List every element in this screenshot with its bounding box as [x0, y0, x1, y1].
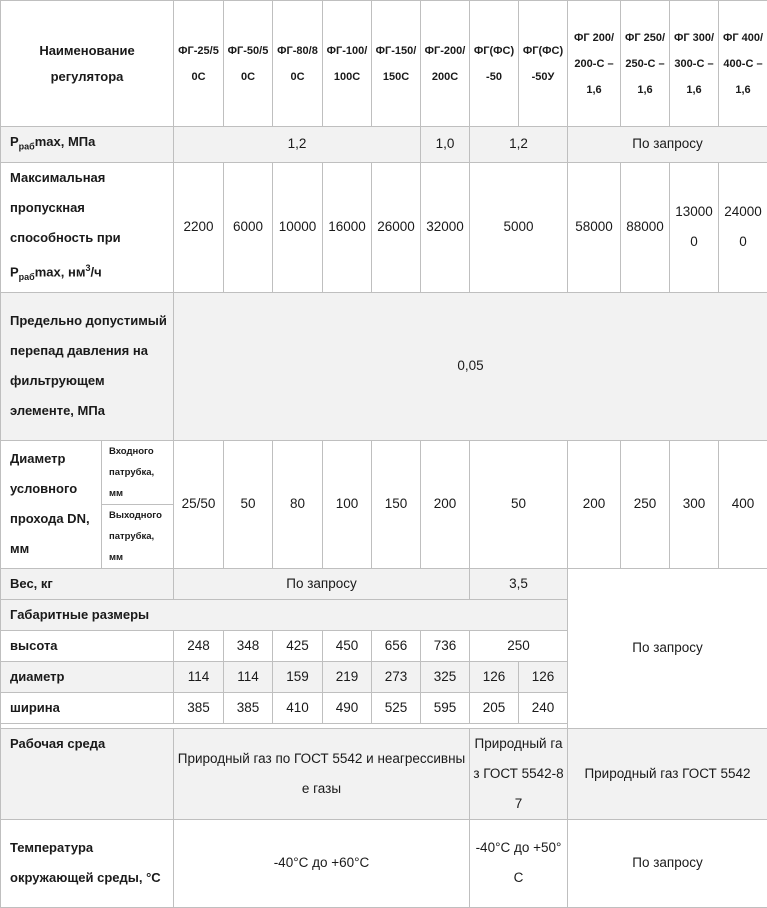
width-value: 595	[421, 692, 470, 723]
inlet-label: Входного патрубка, мм	[102, 440, 174, 504]
capacity-value: 240000	[719, 162, 767, 292]
width-value: 525	[372, 692, 421, 723]
model-header: ФГ-200/200С	[421, 1, 470, 127]
diameter-value: 200	[421, 440, 470, 568]
width-label: ширина	[1, 692, 174, 723]
height-value: 250	[470, 630, 568, 661]
pressure-value: 1,0	[421, 127, 470, 163]
width-value: 385	[224, 692, 273, 723]
capacity-value: 26000	[372, 162, 421, 292]
dim-diameter-value: 219	[323, 661, 372, 692]
diameter-value: 80	[273, 440, 323, 568]
model-header: ФГ 250/250-С – 1,6	[621, 1, 670, 127]
dim-diameter-value: 126	[470, 661, 519, 692]
diameter-value: 400	[719, 440, 767, 568]
temperature-value: -40°С до +60°С	[174, 819, 470, 907]
pressure-drop-value: 0,05	[174, 292, 767, 440]
weight-row	[1, 568, 767, 599]
dim-diameter-value: 126	[519, 661, 568, 692]
capacity-value: 130000	[670, 162, 719, 292]
dims-request-value: По запросу	[568, 568, 767, 728]
pressure-value: 1,2	[470, 127, 568, 163]
capacity-value: 6000	[224, 162, 273, 292]
model-header: ФГ-150/150С	[372, 1, 421, 127]
diameter-value: 100	[323, 440, 372, 568]
temperature-row	[1, 819, 767, 907]
capacity-value: 88000	[621, 162, 670, 292]
model-header: ФГ 300/300-С – 1,6	[670, 1, 719, 127]
capacity-value: 5000	[470, 162, 568, 292]
width-value: 205	[470, 692, 519, 723]
header-name-label: Наименование регулятора	[1, 1, 174, 127]
height-value: 656	[372, 630, 421, 661]
capacity-row	[1, 162, 767, 292]
width-value: 410	[273, 692, 323, 723]
medium-row	[1, 728, 767, 819]
capacity-label: Максимальная пропускная способность при $P_{раб}\max$, $нм^3/ч$	[1, 162, 174, 292]
pressure-label: $P_{раб}\max$, МПа	[1, 127, 174, 163]
temperature-value: По запросу	[568, 819, 767, 907]
header-row	[1, 1, 767, 127]
height-value: 248	[174, 630, 224, 661]
dims-label: Габаритные размеры	[1, 599, 568, 630]
height-label: высота	[1, 630, 174, 661]
pressure-value: По запросу	[568, 127, 767, 163]
diameter-value: 150	[372, 440, 421, 568]
width-value: 240	[519, 692, 568, 723]
diameter-value: 250	[621, 440, 670, 568]
capacity-value: 2200	[174, 162, 224, 292]
dim-diameter-value: 273	[372, 661, 421, 692]
model-header: ФГ(ФС)-50У	[519, 1, 568, 127]
capacity-value: 58000	[568, 162, 621, 292]
pressure-row	[1, 127, 767, 163]
model-header: ФГ-80/80С	[273, 1, 323, 127]
weight-value: 3,5	[470, 568, 568, 599]
diameter-row	[1, 440, 767, 504]
medium-value: Природный газ по ГОСТ 5542 и неагрессивные газы	[174, 728, 470, 819]
diameter-value: 50	[470, 440, 568, 568]
outlet-label: Выходного патрубка, мм	[102, 504, 174, 568]
width-value: 385	[174, 692, 224, 723]
dim-diameter-value: 159	[273, 661, 323, 692]
dim-diameter-value: 325	[421, 661, 470, 692]
diameter-value: 25/50	[174, 440, 224, 568]
model-header: ФГ 400/400-С – 1,6	[719, 1, 767, 127]
diameter-value: 300	[670, 440, 719, 568]
capacity-value: 16000	[323, 162, 372, 292]
medium-value: Природный газ ГОСТ 5542	[568, 728, 767, 819]
pressure-drop-row	[1, 292, 767, 440]
medium-label: Рабочая среда	[1, 728, 174, 819]
capacity-value: 10000	[273, 162, 323, 292]
dim-diameter-value: 114	[174, 661, 224, 692]
temperature-value: -40°С до +50°С	[470, 819, 568, 907]
model-header: ФГ-25/50С	[174, 1, 224, 127]
medium-value: Природный газ ГОСТ 5542-87	[470, 728, 568, 819]
diameter-label: Диаметр условного прохода DN, мм	[1, 440, 102, 568]
pressure-drop-label: Предельно допустимый перепад давления на фильтрующем элементе, МПа	[1, 292, 174, 440]
model-header: ФГ-50/50С	[224, 1, 273, 127]
weight-value: По запросу	[174, 568, 470, 599]
height-value: 425	[273, 630, 323, 661]
model-header: ФГ 200/200-С – 1,6	[568, 1, 621, 127]
diameter-value: 200	[568, 440, 621, 568]
height-value: 450	[323, 630, 372, 661]
dim-diameter-value: 114	[224, 661, 273, 692]
weight-label: Вес, кг	[1, 568, 174, 599]
dim-diameter-label: диаметр	[1, 661, 174, 692]
capacity-value: 32000	[421, 162, 470, 292]
pressure-value: 1,2	[174, 127, 421, 163]
model-header: ФГ-100/100С	[323, 1, 372, 127]
diameter-value: 50	[224, 440, 273, 568]
temperature-label: Температура окружающей среды, °С	[1, 819, 174, 907]
width-value: 490	[323, 692, 372, 723]
height-value: 348	[224, 630, 273, 661]
model-header: ФГ(ФС)-50	[470, 1, 519, 127]
height-value: 736	[421, 630, 470, 661]
